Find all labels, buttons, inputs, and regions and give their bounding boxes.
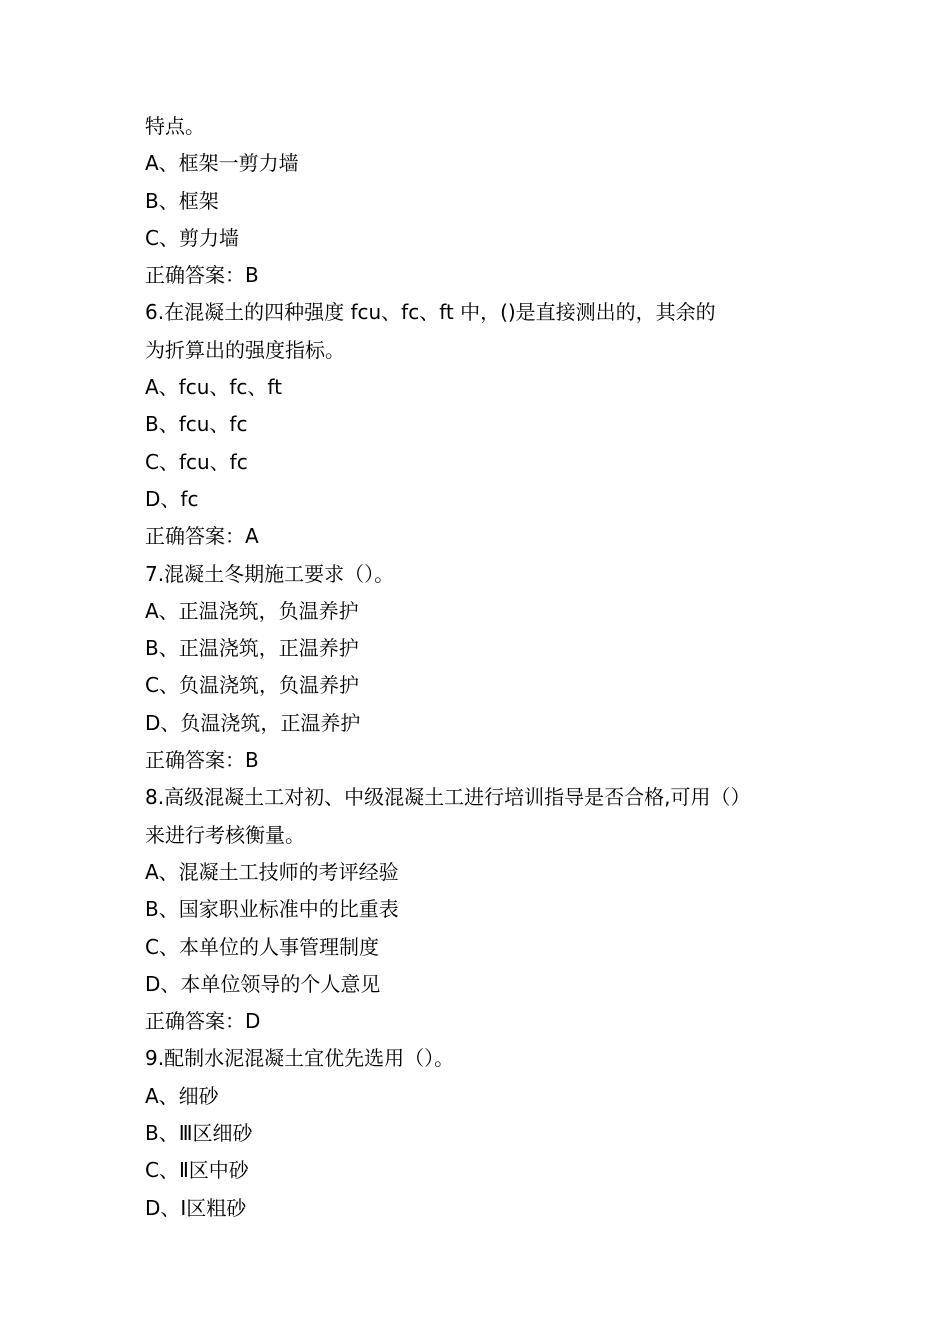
option-line: D、Ⅰ区粗砂 [145, 1195, 247, 1220]
option-line: C、负温浇筑，负温养护 [145, 673, 359, 698]
option-line: D、本单位领导的个人意见 [145, 971, 381, 996]
option-line: A、正温浇筑，负温养护 [145, 598, 359, 623]
option-line: B、fcu、fc [145, 412, 248, 437]
answer-line: 正确答案：A [145, 524, 259, 549]
option-line: A、细砂 [145, 1083, 219, 1108]
option-line: C、Ⅱ区中砂 [145, 1158, 249, 1183]
option-line: C、fcu、fc [145, 449, 248, 474]
text-line: 特点。 [145, 114, 205, 138]
option-line: A、混凝土工技师的考评经验 [145, 859, 399, 884]
question-line: 7.混凝土冬期施工要求（）。 [145, 561, 395, 586]
question-line: 为折算出的强度指标。 [145, 337, 345, 362]
option-line: B、正温浇筑，正温养护 [145, 636, 359, 661]
document-body [145, 108, 835, 1227]
question-line: 来进行考核衡量。 [145, 822, 305, 847]
option-line: B、框架 [145, 188, 219, 213]
option-line: C、本单位的人事管理制度 [145, 934, 379, 959]
answer-line: 正确答案：D [145, 1009, 261, 1034]
option-line: A、fcu、fc、ft [145, 375, 282, 400]
question-line: 6.在混凝土的四种强度 fcu、fc、ft 中，()是直接测出的，其余的 [145, 300, 716, 325]
option-line: A、框架一剪力墙 [145, 151, 299, 176]
answer-line: 正确答案：B [145, 263, 259, 288]
question-line: 8.高级混凝土工对初、中级混凝土工进行培训指导是否合格,可用（） [145, 785, 751, 810]
option-line: B、Ⅲ区细砂 [145, 1121, 253, 1146]
option-line: C、剪力墙 [145, 225, 239, 250]
question-line: 9.配制水泥混凝土宜优先选用（）。 [145, 1046, 455, 1071]
answer-line: 正确答案：B [145, 748, 259, 773]
option-line: D、负温浇筑，正温养护 [145, 710, 361, 735]
option-line: B、国家职业标准中的比重表 [145, 897, 399, 922]
option-line: D、fc [145, 486, 199, 511]
